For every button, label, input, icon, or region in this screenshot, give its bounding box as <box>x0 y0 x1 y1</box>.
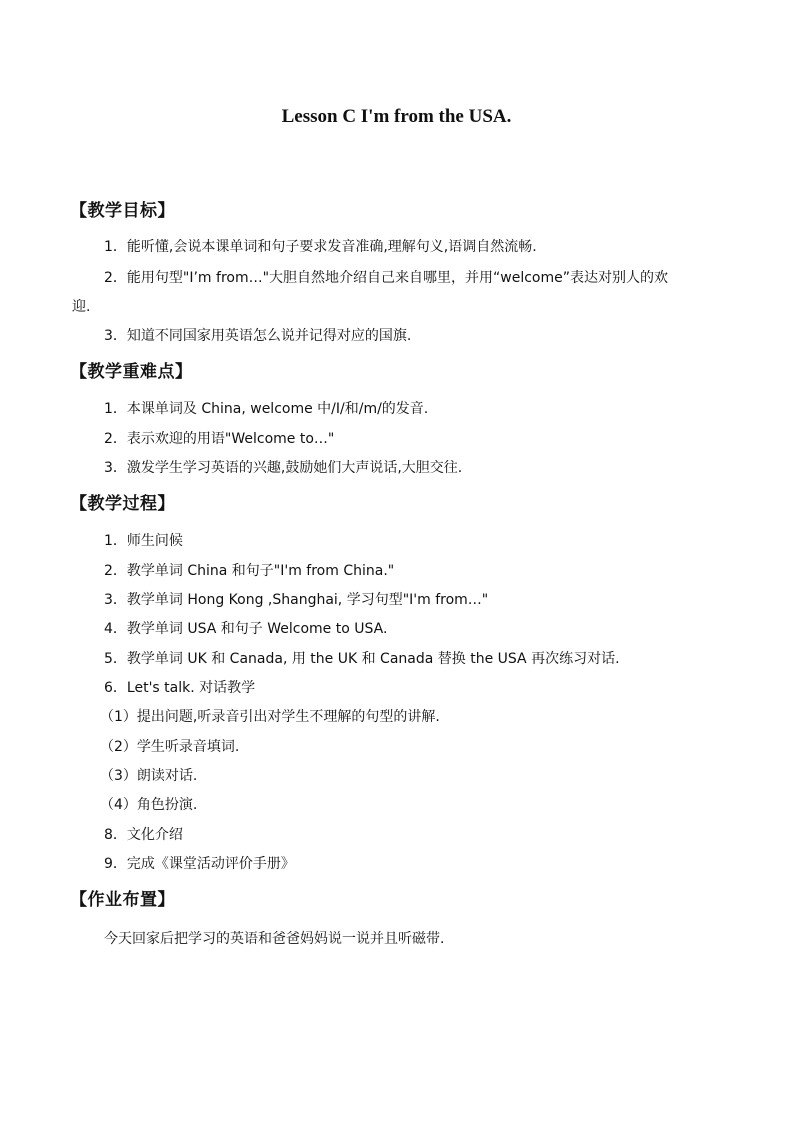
goal-item-3: 3．知道不同国家用英语怎么说并记得对应的国旗. <box>104 328 412 344</box>
goal-item-1: 1．能听懂,会说本课单词和句子要求发音准确,理解句义,语调自然流畅. <box>104 239 537 255</box>
section-heading-homework: 【作业布置】 <box>70 890 175 910</box>
section-heading-goals: 【教学目标】 <box>70 201 175 221</box>
section-heading-key-points: 【教学重难点】 <box>70 362 193 382</box>
document-title: Lesson C I'm from the USA. <box>281 106 512 127</box>
key-point-item-2: 2．表示欢迎的用语"Welcome to…" <box>104 431 335 447</box>
goal-item-2-continued: 迎. <box>72 299 91 315</box>
process-item-8: 8．文化介绍 <box>104 827 183 843</box>
process-item-9: 9．完成《课堂活动评价手册》 <box>104 856 295 872</box>
process-item-1: 1．师生问候 <box>104 533 183 549</box>
process-item-2: 2．教学单词 China 和句子"I'm from China." <box>104 563 395 579</box>
process-subitem-1: （1）提出问题,听录音引出对学生不理解的句型的讲解. <box>100 709 440 725</box>
goal-item-2: 2．能用句型"I’m from…"大胆自然地介绍自己来自哪里，并用“welcome”表达对别人的欢 <box>104 270 669 286</box>
process-subitem-3: （3）朗读对话. <box>100 768 198 784</box>
process-item-5: 5．教学单词 UK 和 Canada, 用 the UK 和 Canada 替换 the USA 再次练习对话. <box>104 651 620 667</box>
process-subitem-4: （4）角色扮演. <box>100 797 198 813</box>
process-item-3: 3．教学单词 Hong Kong ,Shanghai, 学习句型"I'm from…" <box>104 592 489 608</box>
process-item-4: 4．教学单词 USA 和句子 Welcome to USA. <box>104 621 388 637</box>
homework-item-1: 今天回家后把学习的英语和爸爸妈妈说一说并且听磁带. <box>104 931 445 947</box>
key-point-item-1: 1．本课单词及 China, welcome 中/I/和/m/的发音. <box>104 401 429 417</box>
section-heading-process: 【教学过程】 <box>70 494 175 514</box>
process-item-6: 6．Let's talk. 对话教学 <box>104 680 256 696</box>
key-point-item-3: 3．激发学生学习英语的兴趣,鼓励她们大声说话,大胆交往. <box>104 460 463 476</box>
process-subitem-2: （2）学生听录音填词. <box>100 739 240 755</box>
